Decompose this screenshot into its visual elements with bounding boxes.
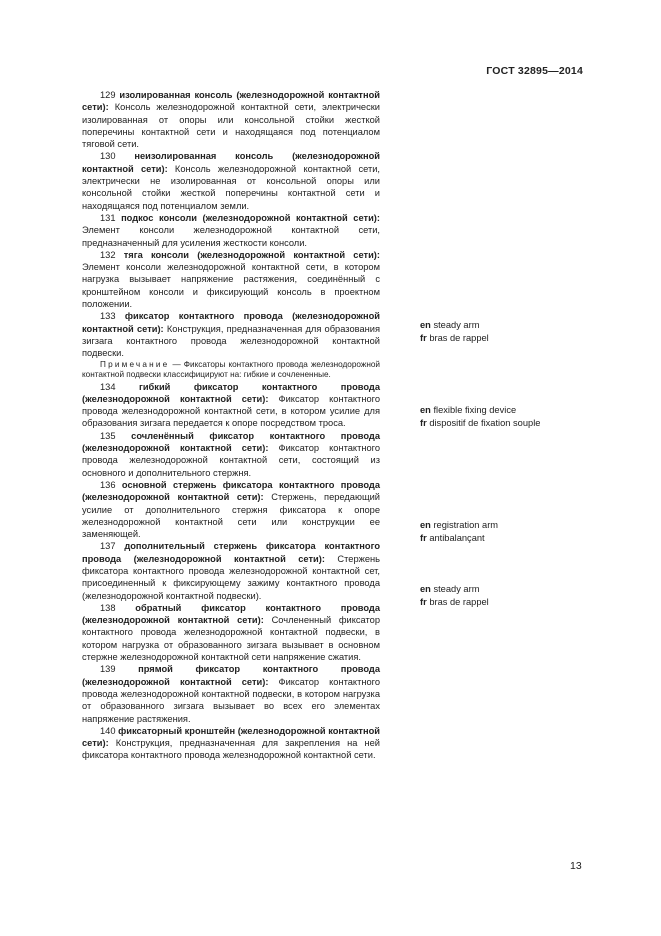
- term-name: подкос консоли (железнодорожной контактной сети):: [121, 212, 380, 223]
- term-number: 140: [100, 725, 116, 736]
- equiv-136-fr: [420, 532, 485, 544]
- term-definition: Консоль железнодорожной контактной сети, электрически не изолированная от консольной опоры или консольной стойки жесткой поперечины контактной сети и находящаяся под потенциалом земли.: [82, 163, 380, 211]
- term-139: [82, 663, 380, 724]
- equiv-134-en: [420, 404, 516, 416]
- lang-label-fr: fr: [420, 597, 427, 607]
- term-number: 133: [100, 311, 116, 322]
- term-number: 139: [100, 664, 116, 675]
- term-129: [82, 89, 380, 150]
- term-number: 135: [100, 430, 116, 441]
- document-header: ГОСТ 32895—2014: [486, 65, 583, 77]
- term-131: [82, 212, 380, 249]
- term-number: 130: [100, 151, 116, 162]
- term-name: фиксатор контактного провода (железнодорожной контактной сети):: [82, 311, 380, 334]
- term-definition: Фиксатор контактного провода железнодорожной контактной сети, состоящий из основного и дополнительного стержня.: [82, 443, 380, 478]
- equiv-text: steady arm: [433, 320, 480, 330]
- lang-label-en: en: [420, 320, 431, 330]
- term-definition: Фиксатор контактного провода железнодорожной контактной подвески, в котором нагрузка от образованного зигзага вызывает во всех его элементах напряжение растяжения.: [82, 676, 380, 724]
- term-130: [82, 150, 380, 211]
- term-name: обратный фиксатор контактного провода (железнодорожной контактной сети):: [82, 602, 380, 626]
- equiv-133-fr: [420, 332, 489, 344]
- term-name: дополнительный стержень фиксатора контактного провода (железнодорожной контактной сети):: [82, 541, 380, 564]
- term-definition: Конструкция, предназначенная для закрепления на ней фиксатора контактного провода железнодорожной контактной сети.: [82, 738, 380, 761]
- term-definition: Сочлененный фиксатор контактного провода железнодорожной контактной подвески, в котором нагрузка от образованного зигзага вызывает в основном стержне железнодорожной контактной сети напряжение сжатия.: [82, 615, 380, 663]
- equiv-text: bras de rappel: [429, 597, 489, 607]
- lang-label-fr: fr: [420, 333, 427, 343]
- equiv-text: registration arm: [433, 520, 499, 530]
- equiv-133-en: [420, 319, 479, 331]
- term-definition: Конструкция, предназначенная для образования зигзага контактного провода железнодорожной контактной подвески.: [82, 323, 380, 359]
- equiv-text: dispositif de fixation souple: [429, 418, 541, 428]
- term-138: [82, 602, 380, 663]
- term-definition: Фиксатор контактного провода железнодорожной контактной сети, в котором усилие для образования зигзага передается к опоре посредством троса.: [82, 393, 380, 429]
- lang-label-fr: fr: [420, 533, 427, 543]
- term-number: 131: [100, 212, 116, 223]
- term-name: прямой фиксатор контактного провода (железнодорожной контактной сети):: [82, 664, 380, 687]
- term-definition: Элемент консоли железнодорожной контактной сети, в котором нагрузка вызывает напряжение растяжения, соединённый с кронштейном консоли и фиксирующий консоль в проектном положении.: [82, 262, 380, 310]
- term-number: 138: [100, 602, 116, 613]
- equiv-134-fr: [420, 417, 540, 429]
- term-number: 136: [100, 479, 116, 490]
- term-definition: Стержень фиксатора контактного провода железнодорожной контактной сет, присоединенный к фиксирующему зажиму контактного провода (железнодорожной контактной подвески).: [82, 553, 380, 601]
- term-name: изолированная консоль (железнодорожной контактной сети):: [82, 90, 380, 113]
- equiv-text: steady arm: [433, 584, 480, 594]
- lang-label-en: en: [420, 405, 431, 415]
- term-137: [82, 540, 380, 601]
- term-number: 132: [100, 249, 116, 260]
- term-132: [82, 249, 380, 310]
- term-definition: Консоль железнодорожной контактной сети, электрически изолированная от опоры или консольной стойки жесткой поперечины контактной сети и находящаяся под потенциалом тяговой сети.: [82, 102, 380, 150]
- lang-label-fr: fr: [420, 418, 427, 428]
- term-name: основной стержень фиксатора контактного провода (железнодорожной контактной сети):: [82, 479, 380, 503]
- equiv-text: antibalançant: [429, 533, 485, 543]
- term-name: фиксаторный кронштейн (железнодорожной контактной сети):: [82, 725, 380, 749]
- term-name: тяга консоли (железнодорожной контактной сети):: [123, 249, 380, 260]
- note: [82, 360, 380, 381]
- term-definition: Стержень, передающий усилие от дополнительного стержня фиксатора к опоре железнодорожной контактной сети или конструкции ее заменяющей.: [82, 492, 380, 540]
- term-136: [82, 479, 380, 540]
- term-number: 134: [100, 381, 116, 392]
- term-name: неизолированная консоль (железнодорожной контактной сети):: [82, 151, 380, 174]
- term-135: [82, 430, 380, 479]
- equiv-text: bras de rappel: [429, 333, 489, 343]
- note-text: — Фиксаторы контактного провода железнодорожной контактной подвески классифицируют на: гибкие и сочлененные.: [82, 359, 380, 380]
- term-definition: Элемент консоли железнодорожной контактной сети, предназначенный для усиления жесткости консоли.: [82, 225, 380, 248]
- note-label: Примечание: [100, 359, 170, 369]
- lang-label-en: en: [420, 520, 431, 530]
- equiv-text: flexible fixing device: [433, 405, 517, 415]
- term-140: [82, 725, 380, 762]
- equiv-137-fr: [420, 596, 489, 608]
- lang-label-en: en: [420, 584, 431, 594]
- page-number: 13: [570, 860, 582, 872]
- equiv-137-en: [420, 583, 479, 595]
- term-number: 137: [100, 541, 116, 552]
- terms-column: [82, 89, 380, 762]
- term-name: гибкий фиксатор контактного провода (железнодорожной контактной сети):: [82, 381, 380, 404]
- term-number: 129: [100, 90, 116, 100]
- equiv-136-en: [420, 519, 498, 531]
- term-133: [82, 310, 380, 359]
- term-134: [82, 381, 380, 430]
- term-name: сочленённый фиксатор контактного провода (железнодорожной контактной сети):: [82, 430, 380, 454]
